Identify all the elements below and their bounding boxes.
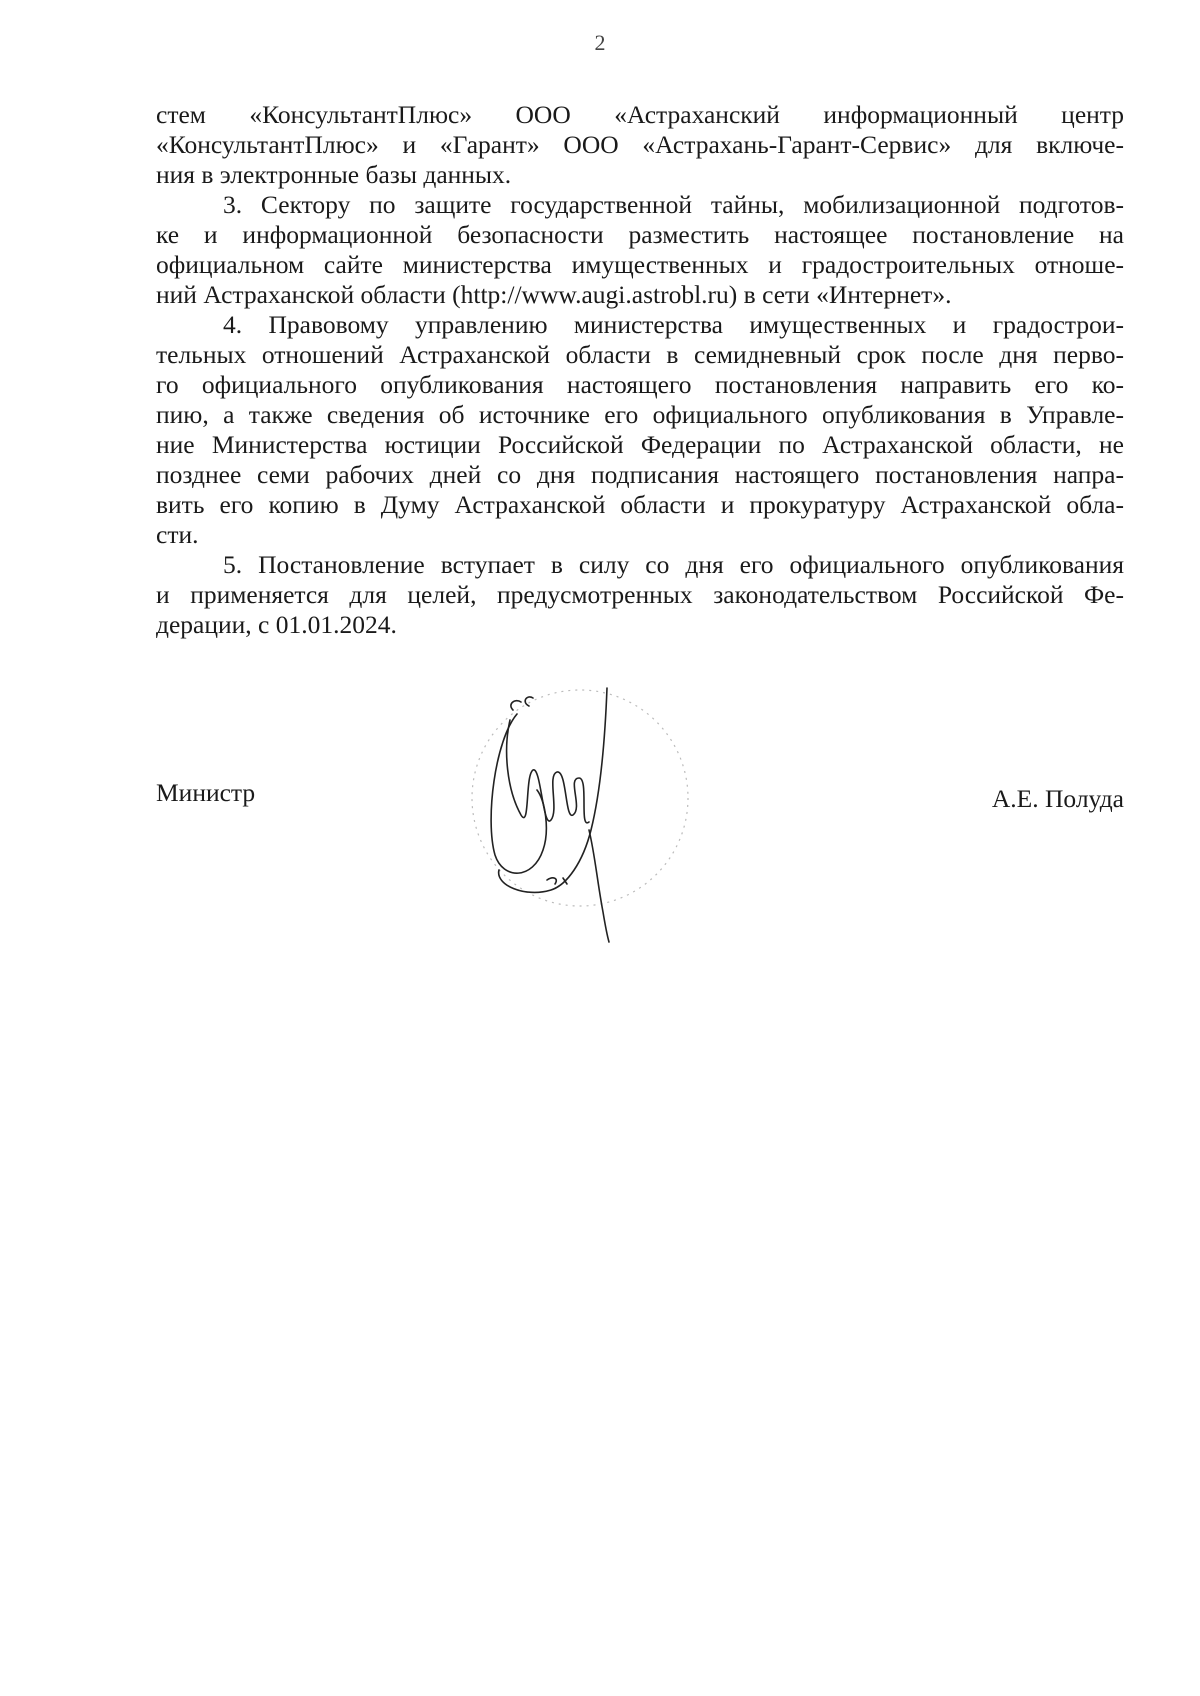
- text-line: сти.: [156, 520, 199, 549]
- text-line: ния в электронные базы данных.: [156, 160, 512, 189]
- text-line: позднее семи рабочих дней со дня подписания настоящего постановления напра-: [156, 460, 1124, 489]
- document-body: [156, 100, 1124, 640]
- seal-outline: [472, 690, 688, 906]
- text-line: ние Министерства юстиции Российской Федерации по Астраханской области, не: [156, 430, 1124, 459]
- text-line: официальном сайте министерства имущественных и градостроительных отноше-: [156, 250, 1124, 279]
- text-line: 4. Правовому управлению министерства имущественных и градострои-: [223, 310, 1124, 339]
- text-line: тельных отношений Астраханской области в семидневный срок после дня перво-: [156, 340, 1124, 369]
- paragraph-continuation: [156, 100, 1124, 190]
- text-line: вить его копию в Думу Астраханской области и прокуратуру Астраханской обла-: [156, 490, 1124, 519]
- paragraph-item-4: [156, 310, 1124, 550]
- text-line: и применяется для целей, предусмотренных законодательством Российской Фе-: [156, 580, 1124, 609]
- text-line: го официального опубликования настоящего постановления направить его ко-: [156, 370, 1124, 399]
- text-line: пию, а также сведения об источнике его официального опубликования в Управле-: [156, 400, 1124, 429]
- text-line: дерации, с 01.01.2024.: [156, 610, 397, 639]
- paragraph-item-3: [156, 190, 1124, 310]
- signer-name: А.Е. Полуда: [991, 784, 1124, 813]
- page-number: 2: [594, 30, 606, 55]
- text-line: ний Астраханской области (http://www.augi.astrobl.ru) в сети «Интернет».: [156, 280, 952, 309]
- text-line: ке и информационной безопасности разместить настоящее постановление на: [156, 220, 1124, 249]
- handwritten-signature: [455, 680, 705, 950]
- signer-position: Министр: [156, 778, 256, 807]
- text-line: стем «КонсультантПлюс» ООО «Астраханский информационный центр: [156, 100, 1124, 129]
- text-line: 3. Сектору по защите государственной тайны, мобилизационной подготов-: [223, 190, 1124, 219]
- paragraph-item-5: [156, 550, 1124, 640]
- text-line: 5. Постановление вступает в силу со дня его официального опубликования: [223, 550, 1124, 579]
- text-line: «КонсультантПлюс» и «Гарант» ООО «Астрахань-Гарант-Сервис» для включе-: [156, 130, 1124, 159]
